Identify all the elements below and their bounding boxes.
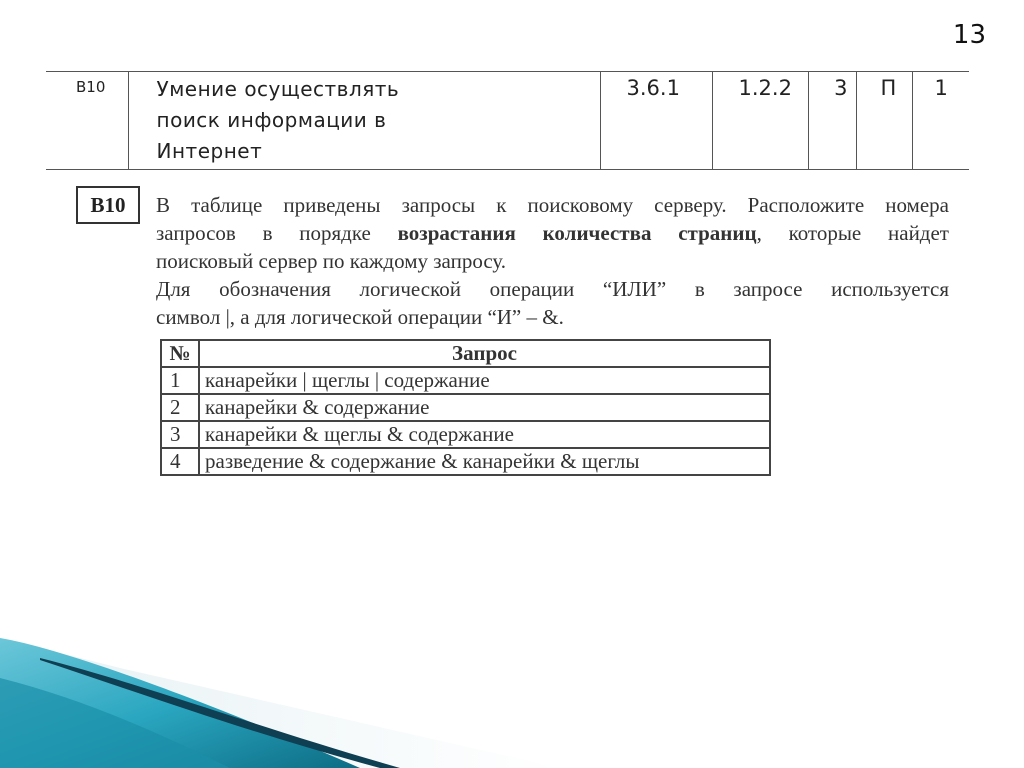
spec-points: 1 <box>912 72 969 170</box>
spec-row <box>46 72 969 170</box>
task-line: символ |, а для логической операции “И” – &. <box>156 305 564 329</box>
row-query: канарейки | щеглы | содержание <box>199 367 770 394</box>
task-line <box>156 219 949 247</box>
spec-description-line: Умение осуществлять <box>156 77 400 101</box>
spec-code: B10 <box>46 72 128 170</box>
spec-description-line: поиск информации в <box>156 108 387 132</box>
task-line: В таблице приведены запросы к поисковому серверу. Расположите номера <box>156 193 949 217</box>
table-row <box>161 448 770 475</box>
spec-description-line: Интернет <box>156 139 263 163</box>
row-query: канарейки & содержание <box>199 394 770 421</box>
row-num: 1 <box>161 367 199 394</box>
slide-number: 13 <box>952 20 986 50</box>
task-line-part: , которые найдет <box>756 221 949 245</box>
header-num: № <box>161 340 199 367</box>
table-row <box>161 421 770 448</box>
spec-codifier: 3.6.1 <box>600 72 712 170</box>
header-query: Запрос <box>199 340 770 367</box>
row-num: 3 <box>161 421 199 448</box>
row-num: 2 <box>161 394 199 421</box>
row-query: канарейки & щеглы & содержание <box>199 421 770 448</box>
spec-requirement: 1.2.2 <box>712 72 808 170</box>
row-query: разведение & содержание & канарейки & щеглы <box>199 448 770 475</box>
task-line-part: запросов в порядке <box>156 221 398 245</box>
table-row <box>161 394 770 421</box>
spec-description <box>128 72 600 170</box>
task-emphasis: возрастания количества страниц <box>397 221 757 245</box>
task-text <box>156 191 949 331</box>
task-line: Для обозначения логической операции “ИЛИ” в запросе используется <box>156 277 949 301</box>
spec-level-num: 3 <box>808 72 856 170</box>
query-table-header <box>161 340 770 367</box>
task-line: поисковый сервер по каждому запросу. <box>156 249 507 273</box>
query-table <box>160 339 771 476</box>
decorative-swoosh <box>0 638 560 768</box>
row-num: 4 <box>161 448 199 475</box>
task-badge: B10 <box>76 186 140 224</box>
spec-level-type: П <box>856 72 912 170</box>
spec-table <box>46 71 969 170</box>
table-row <box>161 367 770 394</box>
